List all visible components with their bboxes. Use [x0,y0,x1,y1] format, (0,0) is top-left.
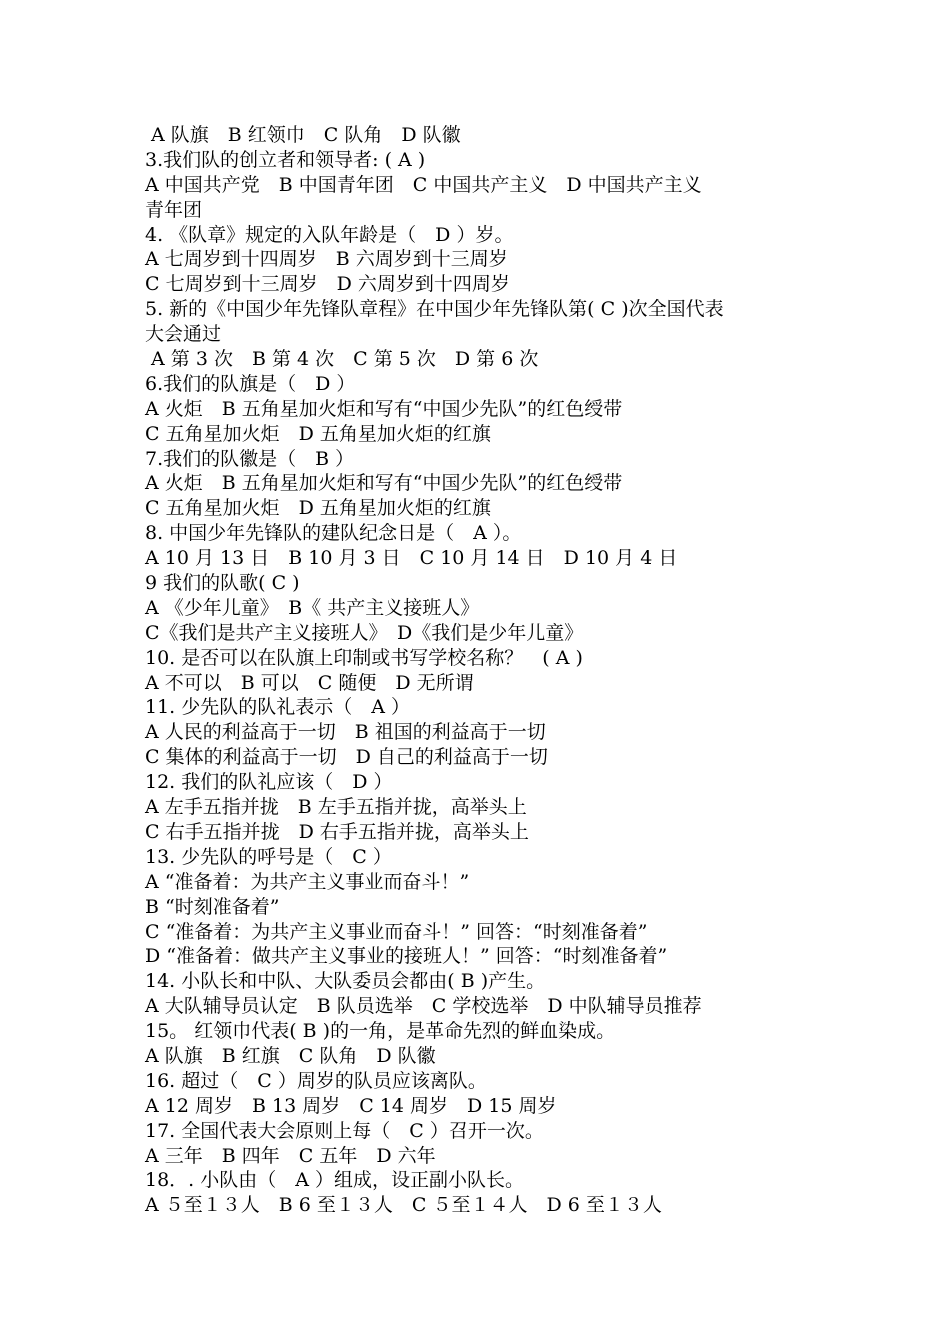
text-line: C《我们是共产主义接班人》 D《我们是少年儿童》 [145,621,584,644]
text-line: 13. 少先队的呼号是（ C ） [145,845,392,868]
text-line: A 左手五指并拢 B 左手五指并拢，高举头上 [145,796,527,819]
text-line: C “准备着：为共产主义事业而奋斗！” 回答：“时刻准备着” [145,920,648,943]
text-line: A 第 3 次 B 第 4 次 C 第 5 次 D 第 6 次 [145,348,539,371]
text-line: 17. 全国代表大会原则上每（ C ）召开一次。 [145,1119,544,1142]
text-line: A 火炬 B 五角星加火炬和写有“中国少先队”的红色绶带 [145,472,623,495]
text-line: A 大队辅导员认定 B 队员选举 C 学校选举 D 中队辅导员推荐 [145,995,702,1018]
text-line: A “准备着：为共产主义事业而奋斗！” [145,870,470,893]
text-line: A 队旗 B 红领巾 C 队角 D 队徽 [145,124,461,146]
text-line: 8. 中国少年先锋队的建队纪念日是（ A ）。 [145,522,522,545]
text-line: D “准备着：做共产主义事业的接班人！” 回答：“时刻准备着” [145,945,668,968]
text-line: A 10 月 13 日 B 10 月 3 日 C 10 月 14 日 D 10 月 4 日 [145,547,678,570]
text-line: A 人民的利益高于一切 B 祖国的利益高于一切 [145,721,546,744]
text-line: 14. 小队长和中队、大队委员会都由( B )产生。 [145,970,546,993]
text-line: A 12 周岁 B 13 周岁 C 14 周岁 D 15 周岁 [145,1094,557,1117]
text-line: 15。 红领巾代表( B )的一角，是革命先烈的鲜血染成。 [145,1020,616,1043]
text-line: 3.我们队的创立者和领导者: ( A ) [145,148,426,171]
text-line: A 不可以 B 可以 C 随便 D 无所谓 [145,671,474,694]
text-line: A ５至１３人 B 6 至１３人 C ５至１４人 D 6 至１３人 [145,1194,662,1217]
text-line: 青年团 [145,198,203,221]
text-line: C 七周岁到十三周岁 D 六周岁到十四周岁 [145,273,510,296]
text-line: A 队旗 B 红旗 C 队角 D 队徽 [145,1044,436,1067]
text-line: 6.我们的队旗是（ D ） [145,372,356,395]
text-line: 9 我们的队歌( C ) [145,572,300,595]
text-line: 4. 《队章》规定的入队年龄是（ D ）岁。 [145,223,514,246]
text-line: 7.我们的队徽是（ B ） [145,447,355,470]
text-line: 大会通过 [145,323,222,346]
text-line: C 集体的利益高于一切 D 自己的利益高于一切 [145,746,548,769]
text-line: 18．. 小队由（ A ）组成，设正副小队长。 [145,1169,525,1192]
text-line: 16. 超过（ C ）周岁的队员应该离队。 [145,1069,487,1092]
text-line: A 三年 B 四年 C 五年 D 六年 [145,1144,436,1167]
text-line: C 右手五指并拢 D 右手五指并拢，高举头上 [145,820,529,843]
text-line: A 火炬 B 五角星加火炬和写有“中国少先队”的红色绶带 [145,397,623,420]
text-line: 5. 新的《中国少年先锋队章程》在中国少年先锋队第( C )次全国代表 [145,298,724,321]
text-line: 12. 我们的队礼应该（ D ） [145,771,393,794]
text-line: C 五角星加火炬 D 五角星加火炬的红旗 [145,422,491,445]
text-line: A 《少年儿童》 B《 共产主义接班人》 [145,596,480,619]
text-line: B “时刻准备着” [145,895,280,918]
text-line: 11. 少先队的队礼表示（ A ） [145,696,411,719]
text-line: C 五角星加火炬 D 五角星加火炬的红旗 [145,497,491,520]
document-body [145,123,825,1218]
text-line: A 中国共产党 B 中国青年团 C 中国共产主义 D 中国共产主义 [145,173,702,196]
text-line: A 七周岁到十四周岁 B 六周岁到十三周岁 [145,248,508,271]
text-line: 10. 是否可以在队旗上印制或书写学校名称？ ( A ) [145,646,583,669]
